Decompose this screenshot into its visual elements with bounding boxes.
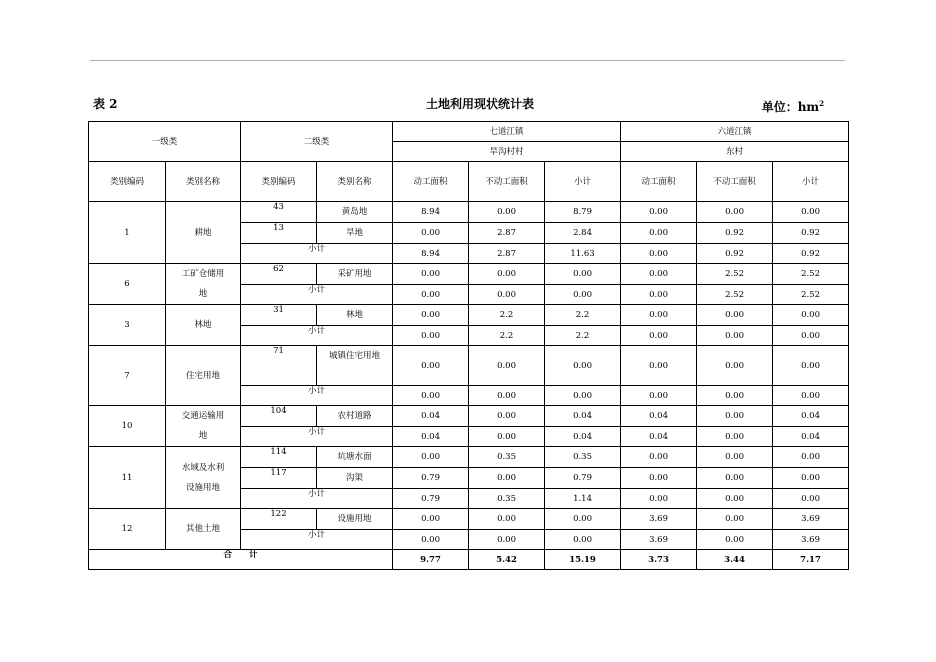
level2-code: 104 — [241, 406, 317, 427]
subtotal-cell: 2.52 — [773, 285, 849, 305]
value-cell: 0.00 — [621, 223, 697, 244]
level1-name: 交通运输用地 — [166, 406, 241, 447]
value-cell: 0.00 — [469, 202, 545, 223]
subtotal-cell: 0.04 — [773, 427, 849, 447]
level2-code: 13 — [241, 223, 317, 244]
table-row — [89, 264, 849, 285]
value-cell: 0.00 — [393, 509, 469, 530]
subtotal-cell: 0.00 — [697, 530, 773, 550]
value-cell: 0.00 — [621, 264, 697, 285]
subtotal-cell: 0.00 — [393, 386, 469, 406]
value-cell: 0.00 — [469, 346, 545, 386]
value-cell: 2.52 — [773, 264, 849, 285]
value-cell: 0.00 — [393, 223, 469, 244]
level1-name: 水域及水利设施用地 — [166, 447, 241, 509]
total-cell: 3.44 — [697, 550, 773, 570]
value-cell: 0.00 — [469, 509, 545, 530]
level2-code: 114 — [241, 447, 317, 468]
level1-code: 7 — [89, 346, 166, 406]
value-cell: 0.00 — [393, 447, 469, 468]
col-header-code-1: 类别编码 — [89, 162, 166, 202]
value-cell: 2.52 — [697, 264, 773, 285]
subtotal-cell: 0.00 — [621, 326, 697, 346]
level1-code: 12 — [89, 509, 166, 550]
value-cell: 0.00 — [393, 346, 469, 386]
level1-name: 工矿仓储用地 — [166, 264, 241, 305]
level2-code: 117 — [241, 468, 317, 489]
value-cell: 2.2 — [545, 305, 621, 326]
value-cell: 0.35 — [469, 447, 545, 468]
header-level1: 一级类 — [89, 122, 241, 162]
subtotal-label: 小计 — [241, 326, 393, 346]
col-header-name-1: 类别名称 — [166, 162, 241, 202]
unit-label: 单位：$hm^2$ — [761, 99, 824, 114]
subtotal-cell: 0.00 — [469, 285, 545, 305]
col-header-budong-1: 不动工面积 — [469, 162, 545, 202]
subtotal-label: 小计 — [241, 530, 393, 550]
subtotal-cell: 2.2 — [545, 326, 621, 346]
value-cell: 0.00 — [697, 509, 773, 530]
value-cell: 0.00 — [773, 346, 849, 386]
subtotal-cell: 8.94 — [393, 244, 469, 264]
total-cell: 15.19 — [545, 550, 621, 570]
subtotal-cell: 0.04 — [393, 427, 469, 447]
subtotal-cell: 0.92 — [697, 244, 773, 264]
subtotal-cell: 0.00 — [545, 530, 621, 550]
value-cell: 2.84 — [545, 223, 621, 244]
subtotal-cell: 0.92 — [773, 244, 849, 264]
subtotal-label: 小计 — [241, 244, 393, 264]
level2-name: 设施用地 — [317, 509, 393, 530]
subtotal-cell: 0.00 — [621, 489, 697, 509]
level1-code: 1 — [89, 202, 166, 264]
col-header-dong-2: 动工面积 — [621, 162, 697, 202]
subtotal-cell: 0.00 — [697, 427, 773, 447]
value-cell: 0.00 — [469, 264, 545, 285]
value-cell: 0.00 — [469, 406, 545, 427]
table-row — [89, 202, 849, 223]
value-cell: 0.92 — [697, 223, 773, 244]
total-cell: 7.17 — [773, 550, 849, 570]
level2-code: 31 — [241, 305, 317, 326]
subtotal-cell: 0.00 — [545, 285, 621, 305]
value-cell: 0.79 — [545, 468, 621, 489]
value-cell: 0.00 — [393, 264, 469, 285]
header-village-2: 东村 — [621, 142, 849, 162]
total-cell: 9.77 — [393, 550, 469, 570]
subtotal-cell: 0.04 — [621, 427, 697, 447]
subtotal-cell: 0.00 — [545, 386, 621, 406]
subtotal-label: 小计 — [241, 386, 393, 406]
header-rule — [90, 60, 845, 61]
value-cell: 0.00 — [697, 406, 773, 427]
value-cell: 0.00 — [545, 264, 621, 285]
col-header-name-2: 类别名称 — [317, 162, 393, 202]
subtotal-cell: 0.00 — [697, 326, 773, 346]
level2-name: 采矿用地 — [317, 264, 393, 285]
table-row — [89, 447, 849, 468]
subtotal-cell: 0.00 — [469, 427, 545, 447]
level1-name: 林地 — [166, 305, 241, 346]
level2-code: 122 — [241, 509, 317, 530]
value-cell: 0.00 — [773, 468, 849, 489]
total-cell: 5.42 — [469, 550, 545, 570]
col-header-dong-1: 动工面积 — [393, 162, 469, 202]
value-cell: 2.87 — [469, 223, 545, 244]
level1-code: 11 — [89, 447, 166, 509]
subtotal-label: 小计 — [241, 285, 393, 305]
subtotal-cell: 2.87 — [469, 244, 545, 264]
level1-name: 其他土地 — [166, 509, 241, 550]
level2-code: 62 — [241, 264, 317, 285]
subtotal-cell: 0.00 — [469, 530, 545, 550]
total-cell: 3.73 — [621, 550, 697, 570]
level2-name: 旱地 — [317, 223, 393, 244]
subtotal-label: 小计 — [241, 427, 393, 447]
value-cell: 0.04 — [393, 406, 469, 427]
value-cell: 0.00 — [773, 202, 849, 223]
value-cell: 0.00 — [545, 509, 621, 530]
value-cell: 0.00 — [697, 447, 773, 468]
level2-name: 黄岛地 — [317, 202, 393, 223]
subtotal-cell: 0.00 — [393, 326, 469, 346]
header-level2: 二级类 — [241, 122, 393, 162]
level2-name: 农村道路 — [317, 406, 393, 427]
value-cell: 0.04 — [545, 406, 621, 427]
level2-name: 林地 — [317, 305, 393, 326]
subtotal-cell: 3.69 — [621, 530, 697, 550]
col-header-xiaoji-1: 小计 — [545, 162, 621, 202]
level1-code: 10 — [89, 406, 166, 447]
level2-name: 沟渠 — [317, 468, 393, 489]
value-cell: 8.94 — [393, 202, 469, 223]
col-header-code-2: 类别编码 — [241, 162, 317, 202]
subtotal-cell: 0.79 — [393, 489, 469, 509]
subtotal-cell: 0.00 — [621, 386, 697, 406]
value-cell: 0.00 — [621, 305, 697, 326]
table-title: 土地利用现状统计表 — [425, 97, 534, 111]
table-row — [89, 509, 849, 530]
subtotal-cell: 0.00 — [697, 386, 773, 406]
value-cell: 0.00 — [621, 346, 697, 386]
subtotal-cell: 11.63 — [545, 244, 621, 264]
value-cell: 0.04 — [621, 406, 697, 427]
total-label: 合 计 — [89, 550, 393, 570]
col-header-xiaoji-2: 小计 — [773, 162, 849, 202]
subtotal-cell: 0.00 — [621, 244, 697, 264]
value-cell: 3.69 — [773, 509, 849, 530]
subtotal-cell: 0.00 — [621, 285, 697, 305]
value-cell: 0.00 — [393, 305, 469, 326]
value-cell: 0.00 — [697, 346, 773, 386]
total-row — [89, 550, 849, 570]
subtotal-cell: 2.2 — [469, 326, 545, 346]
value-cell: 0.00 — [697, 468, 773, 489]
table-row — [89, 406, 849, 427]
header-town-1: 七道江镇 — [393, 122, 621, 142]
value-cell: 0.00 — [545, 346, 621, 386]
subtotal-label: 小计 — [241, 489, 393, 509]
table-row — [89, 346, 849, 386]
level2-name: 城镇住宅用地 — [317, 346, 393, 386]
subtotal-cell: 0.00 — [393, 530, 469, 550]
level1-code: 6 — [89, 264, 166, 305]
level1-name: 住宅用地 — [166, 346, 241, 406]
value-cell: 0.00 — [773, 305, 849, 326]
header-town-2: 六道江镇 — [621, 122, 849, 142]
value-cell: 2.2 — [469, 305, 545, 326]
subtotal-cell: 0.00 — [773, 489, 849, 509]
value-cell: 3.69 — [621, 509, 697, 530]
value-cell: 0.00 — [621, 202, 697, 223]
value-cell: 0.00 — [697, 305, 773, 326]
value-cell: 0.00 — [469, 468, 545, 489]
value-cell: 0.00 — [621, 447, 697, 468]
value-cell: 0.92 — [773, 223, 849, 244]
subtotal-cell: 0.00 — [773, 326, 849, 346]
subtotal-cell: 0.00 — [469, 386, 545, 406]
header-village-1: 旱沟村村 — [393, 142, 621, 162]
subtotal-cell: 0.04 — [545, 427, 621, 447]
subtotal-cell: 0.00 — [697, 489, 773, 509]
subtotal-cell: 2.52 — [697, 285, 773, 305]
subtotal-cell: 3.69 — [773, 530, 849, 550]
value-cell: 0.79 — [393, 468, 469, 489]
value-cell: 0.00 — [697, 202, 773, 223]
land-use-table — [88, 121, 849, 570]
subtotal-cell: 0.00 — [773, 386, 849, 406]
level1-name: 耕地 — [166, 202, 241, 264]
value-cell: 0.35 — [545, 447, 621, 468]
subtotal-cell: 0.35 — [469, 489, 545, 509]
value-cell: 0.00 — [621, 468, 697, 489]
level2-code: 71 — [241, 346, 317, 386]
level2-name: 坑塘水面 — [317, 447, 393, 468]
value-cell: 0.00 — [773, 447, 849, 468]
subtotal-cell: 0.00 — [393, 285, 469, 305]
table-number: 表 2 — [93, 97, 118, 111]
value-cell: 0.04 — [773, 406, 849, 427]
level2-code: 43 — [241, 202, 317, 223]
level1-code: 3 — [89, 305, 166, 346]
subtotal-cell: 1.14 — [545, 489, 621, 509]
col-header-budong-2: 不动工面积 — [697, 162, 773, 202]
value-cell: 8.79 — [545, 202, 621, 223]
table-row — [89, 305, 849, 326]
